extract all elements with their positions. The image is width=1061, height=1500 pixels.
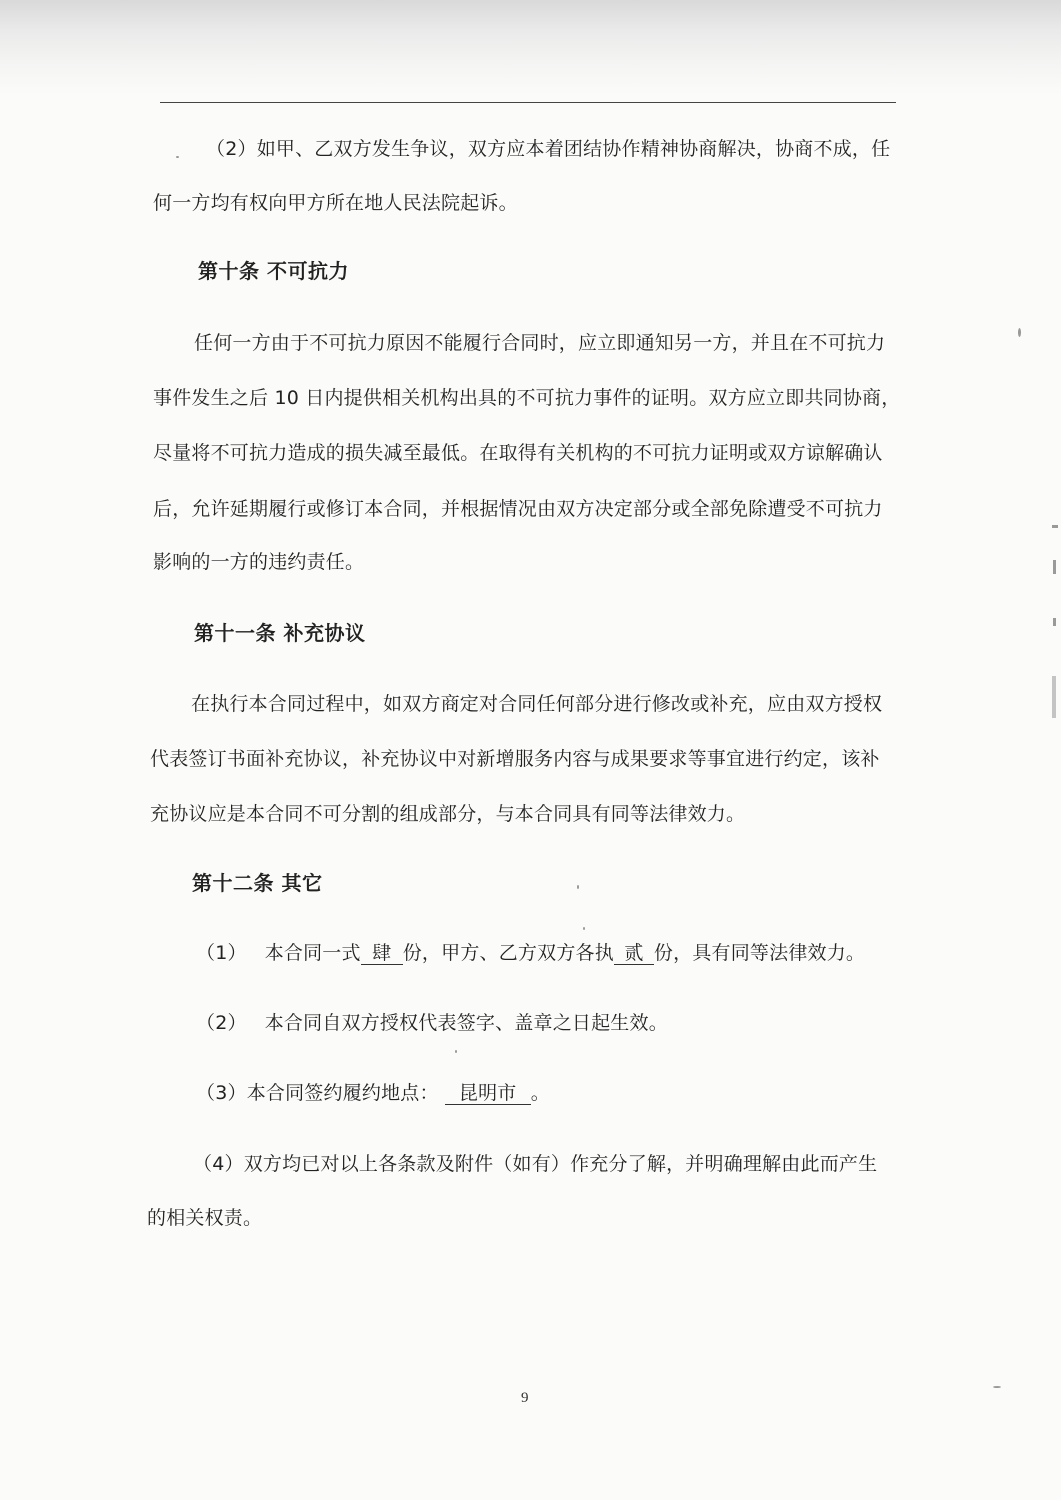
clause12-item3 — [196, 1080, 550, 1106]
item3-text-a: （3）本合同签约履约地点： — [196, 1082, 439, 1104]
clause12-item4-line2: 的相关权责。 — [147, 1207, 263, 1229]
clause11-line: 在执行本合同过程中，如双方商定对合同任何部分进行修改或补充，应由双方授权 — [191, 693, 883, 715]
item2-text: 本合同自双方授权代表签字、盖章之日起生效。 — [264, 1012, 668, 1034]
item2-number: （2） — [196, 1012, 247, 1034]
edge-mark — [1053, 618, 1056, 626]
clause9-p2-line1: （2）如甲、乙双方发生争议，双方应本着团结协作精神协商解决，协商不成，任 — [206, 138, 891, 160]
item1-text-c: 份，具有同等法律效力。 — [653, 942, 866, 964]
clause10-line: 事件发生之后 10 日内提供相关机构出具的不可抗力事件的证明。双方应立即共同协商， — [153, 387, 901, 409]
clause12-item1 — [196, 940, 865, 966]
scan-speck — [993, 1386, 1001, 1388]
copies-total-blank: 肆 — [361, 942, 403, 965]
clause10-heading: 第十条 不可抗力 — [198, 259, 349, 283]
copies-each-blank: 贰 — [614, 942, 654, 965]
edge-mark — [1053, 560, 1056, 574]
page-number: 9 — [521, 1390, 529, 1406]
scan-speck — [176, 156, 179, 158]
item1-text-a: 本合同一式 — [264, 942, 361, 964]
clause10-line: 任何一方由于不可抗力原因不能履行合同时，应立即通知另一方，并且在不可抗力 — [194, 332, 886, 354]
header-rule — [160, 102, 896, 103]
scan-speck — [455, 1050, 457, 1053]
clause9-p2-line2: 何一方均有权向甲方所在地人民法院起诉。 — [153, 192, 518, 214]
item1-number: （1） — [196, 942, 247, 964]
clause10-line: 后，允许延期履行或修订本合同，并根据情况由双方决定部分或全部免除遭受不可抗力 — [153, 498, 883, 520]
item1-text-b: 份，甲方、乙方双方各执 — [402, 942, 614, 964]
scan-shadow — [0, 0, 1061, 95]
clause12-heading: 第十二条 其它 — [192, 871, 323, 895]
clause12-item2 — [196, 1010, 668, 1036]
clause10-line: 影响的一方的违约责任。 — [153, 551, 365, 573]
scan-speck — [577, 885, 579, 889]
scan-speck — [1018, 328, 1021, 337]
item3-text-b: 。 — [530, 1082, 550, 1104]
clause11-heading: 第十一条 补充协议 — [194, 621, 366, 645]
clause11-line: 代表签订书面补充协议，补充协议中对新增服务内容与成果要求等事宜进行约定，该补 — [150, 748, 880, 770]
clause10-line: 尽量将不可抗力造成的损失减至最低。在取得有关机构的不可抗力证明或双方谅解确认 — [153, 442, 883, 464]
clause12-item4-line1: （4）双方均已对以上各条款及附件（如有）作充分了解，并明确理解由此而产生 — [193, 1153, 878, 1175]
edge-mark — [1052, 676, 1056, 718]
sign-place-blank: 昆明市 — [445, 1082, 531, 1105]
scan-speck — [583, 927, 585, 930]
edge-mark — [1052, 525, 1058, 528]
clause11-line: 充协议应是本合同不可分割的组成部分，与本合同具有同等法律效力。 — [150, 803, 746, 825]
